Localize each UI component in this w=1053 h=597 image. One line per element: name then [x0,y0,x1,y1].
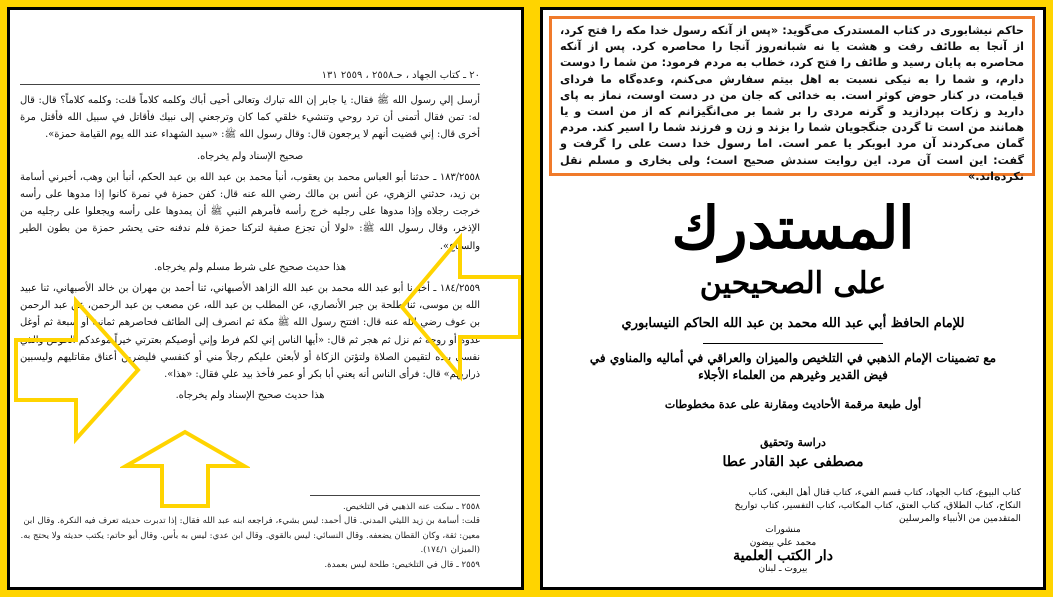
study-label: دراسة وتحقيق [760,436,826,449]
publisher-label: منشورات [765,525,801,535]
publisher-house: دار الكتب العلمية [733,548,833,564]
footnote: ٢٥٥٩ ـ قال في التلخيص: طلحة ليس بعمدة. [324,559,480,570]
translation-quote: حاکم نیشابوری در کتاب المستدرک می‌گوید: «پس از آنکه رسول خدا مکه را فتح کرد، از آنجا به طائف رفت و هشت یا نه شبانه‌روز آنجا را محاصره کرد. پس از آنکه محاصره به پایان رسید و طائف را فتح کرد، خطاب به مردم فرمود: من شما را دوست دارم، و شما را به نیکی نسبت به اهل بیتم سفارش می‌کنم، وعده‌گاه ما فردای قیامت، در کنار حوض کوثر است. به خدائی که جان من در دست اوست، نماز به پای دارید و زکات بپردازید و گرنه مردی را بر شما بر می‌انگیزانم که از من است و یا همانند من است تا گردن جنگجویان شما را بزند و زن و فرزند شما را اسیر کند. مردم گمان می‌کردند آن مرد ابوبکر یا عمر است. اما رسول خدا دست علی را گرفت و گفت: این است آن مرد. این روایت سندش صحیح است؛ ولی بخاری و مسلم نقل نکرده‌اند.» [549,16,1035,176]
grading-note: صحيح الإسناد ولم يخرجاه. [196,150,304,162]
book-author: للإمام الحافظ أبي عبد الله محمد بن عبد الله الحاكم النيسابوري [621,316,965,331]
book-contents: كتاب البيوع، كتاب الجهاد، كتاب قسم الفيء، كتاب قتال أهل البغي، كتاب النكاح، كتاب الطلاق، كتاب العتق، كتاب المكاتب، كتاب التفسير، كتاب تواريخ المتقدمين من الأنبياء والمرسلين [734,487,1021,524]
arrow-left-icon [398,232,524,382]
scanned-page-panel [7,7,524,590]
header-rule [20,84,480,85]
book-subtitle: على الصحيحين [699,266,887,301]
arrow-up-icon [120,428,250,510]
paragraph: ١٨٣/٢٥٥٨ ـ حدثنا أبو العباس محمد بن يعقوب، أنبأ محمد بن عبد الله بن عبد الحكم، أنبأ ابن وهب، أخبرني أسامة بن زيد، حدثني الزهري، عن أنس بن مالك رضي الله عنه قال: كفن حمزة في نمرة كانوا إذا مدوها على رأسه خرجت رجلاه وإذا مدوها على رجليه خرج رأسه فأمرهم النبي ﷺ أن يمدوها على رأسه ويجعلوا على رجليه من الإذخر، وقال رسول الله ﷺ: «لولا أن تجزع صفية لتركنا حمزة فلم ندفنه حتى يحشر حمزة من بطون الطير والسباع». [20,171,480,252]
footnote-rule [310,495,480,496]
book-edition: أول طبعة مرقمة الأحاديث ومقارنة على عدة مخطوطات [664,398,922,411]
grading-note: هذا حديث صحيح على شرط مسلم ولم يخرجاه. [154,261,346,273]
publisher-city: بيروت ـ لبنان [758,564,808,574]
publisher-block [703,524,863,576]
footnote: قلت: أسامة بن زيد الليثي المدني. قال أحمد: ليس بشيء، فراجعه ابنه عبد الله فقال: إذا تدبرت حديثه تعرف فيه النكرة. وقال ابن معين: ثقة، وكان القطان يضعفه. وقال النسائي: ليس بالقوي. وقال ابن عدي: ليس به بأس. وقال أبو حاتم: يكتب حديثه ولا يحتج به. (الميزان ١٧٤/١). [20,516,480,556]
paragraph: أرسل إلي رسول الله ﷺ فقال: يا جابر إن الله تبارك وتعالى أحيى أباك وكلمه كلاماً قلت: وكلمه كلاماً؟ قال: قال له: تمن فقال أتمنى أن ترد روحي وتنشيء خلقي كما كان وترجعني إلى نبيك فأقاتل في سبيل الله فأقتل مرة أخرى قال: إني قضيت أنهم لا يرجعون قال: وقال رسول الله ﷺ: «سيد الشهداء عند الله يوم القيامة حمزة». [20,95,480,141]
page-header: ٢٠ ـ كتاب الجهاد ، حـ٢٥٥٨ ، ٢٥٥٩ ١٣١ [321,70,480,81]
grading-note: هذا حديث صحيح الإسناد ولم يخرجاه. [175,390,325,402]
book-title: المستدرك [671,194,915,262]
book-cover-panel [540,7,1046,590]
footnotes [20,500,480,572]
publisher-person: محمد علي بيضون [749,538,817,548]
arrow-right-icon [12,295,142,445]
cover-rule [703,343,883,344]
book-cover [553,186,1033,586]
book-annotations: مع تضمينات الإمام الذهبي في التلخيص والميزان والعراقي في أماليه والمناوي في فيض القدير وغيرهم من العلماء الأجلاء [589,351,997,382]
highlighted-hadith: ١٨٤/٢٥٥٩ ـ أخبرنا أبو عبد الله محمد بن عبد الله الزاهد الأصبهاني، ثنا أحمد بن مهران بن خالد الأصبهاني، ثنا عبيد الله بن موسى، ثنا طلحة بن جبر الأنصاري، عن المطلب بن عبد الله، عن مصعب بن عبد الرحمن، عن عبد الرحمن بن عوف رضي الله عنه قال: افتتح رسول الله ﷺ مكة ثم انصرف إلى الطائف فحاصرهم ثمانية أو سبعة ثم أوغل غدوة أو روحة ثم نزل ثم هجر ثم قال: «أيها الناس إني لكم فرط وإني أوصيكم بعترتي خيراً موعدكم الحوض والذي نفسي بيده لتقيمن الصلاة ولتؤتن الزكاة أو لأبعثن عليكم رجلاً مني أو كنفسي فليضربن أعناق مقاتليهم وليسبين ذراريهم» قال: فرأى الناس أنه يعني أبا بكر أو عمر فأخذ بيد علي فقال: «هذا». [20,283,480,381]
footnote: ٢٥٥٨ ـ سكت عنه الذهبي في التلخيص. [342,502,480,512]
book-editor: مصطفى عبد القادر عطا [722,454,864,470]
